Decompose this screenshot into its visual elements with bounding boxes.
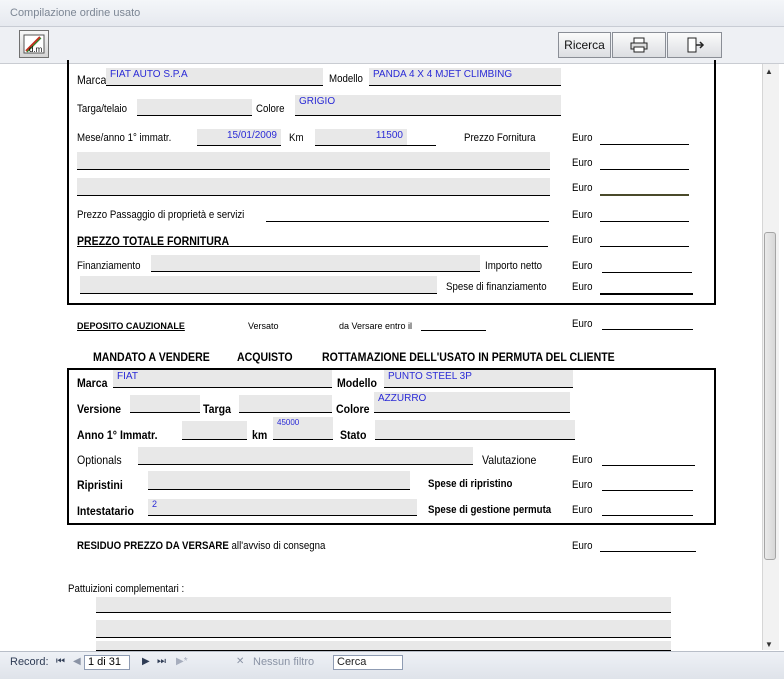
used-modello-field[interactable]: PUNTO STEEL 3P	[384, 370, 573, 388]
exit-button[interactable]	[667, 32, 722, 58]
filter-label[interactable]: Nessun filtro	[253, 656, 315, 668]
modello-label: Modello	[329, 73, 363, 85]
used-colore-label: Colore	[336, 402, 370, 416]
anno-label: Anno 1° Immatr.	[77, 428, 158, 442]
targa-label: Targa/telaio	[77, 103, 128, 115]
window-titlebar	[0, 0, 784, 27]
print-button[interactable]	[612, 32, 666, 58]
residuo-label: RESIDUO PREZZO DA VERSARE	[77, 540, 229, 552]
deposito-label: DEPOSITO CAUZIONALE	[77, 321, 185, 331]
used-marca-label: Marca	[77, 376, 108, 390]
targa-field[interactable]	[137, 99, 252, 116]
edit-form-icon[interactable]	[19, 30, 49, 58]
versione-label: Versione	[77, 402, 122, 416]
used-km-field[interactable]: 45000	[273, 417, 333, 440]
residuo-row	[77, 540, 325, 552]
marca-field[interactable]: FIAT AUTO S.P.A	[106, 68, 323, 86]
finanziamento-field[interactable]	[151, 255, 480, 272]
euro-label: Euro	[572, 318, 593, 330]
euro-totale-line[interactable]	[600, 246, 689, 247]
euro-line-1[interactable]	[600, 169, 689, 170]
window-title: Compilazione ordine usato	[10, 7, 141, 19]
spese-fin-label: Spese di finanziamento	[446, 281, 547, 293]
versione-field[interactable]	[130, 395, 200, 413]
euro-label: Euro	[572, 132, 593, 144]
pattuizioni-label: Pattuizioni complementari :	[68, 583, 185, 595]
acquisto-option[interactable]: ACQUISTO	[237, 350, 293, 364]
used-marca-field[interactable]: FIAT	[113, 370, 332, 388]
record-label: Record:	[10, 656, 49, 668]
euro-label: Euro	[572, 260, 593, 272]
svg-text:d.m: d.m	[29, 45, 43, 54]
rottamazione-option[interactable]: ROTTAMAZIONE DELL'USATO IN PERMUTA DEL CLIENTE	[322, 350, 615, 364]
euro-ripristino-line[interactable]	[602, 490, 693, 491]
euro-label: Euro	[572, 234, 593, 246]
passaggio-label: Prezzo Passaggio di proprietà e servizi	[77, 209, 245, 221]
euro-gestione-line[interactable]	[602, 515, 693, 516]
da-versare-label: da Versare entro il	[339, 321, 413, 331]
versato-label: Versato	[248, 321, 279, 331]
search-button[interactable]: Ricerca	[558, 32, 611, 58]
anno-field[interactable]	[182, 421, 247, 440]
euro-label: Euro	[572, 479, 593, 491]
used-colore-field[interactable]: AZZURRO	[374, 392, 570, 413]
euro-deposito-line[interactable]	[602, 329, 693, 330]
colore-label: Colore	[256, 103, 285, 115]
da-versare-line[interactable]	[421, 330, 486, 331]
immatr-label: Mese/anno 1° immatr.	[77, 132, 172, 144]
optionals-label: Optionals	[77, 453, 122, 467]
used-km-label: km	[252, 428, 268, 442]
euro-passaggio-line[interactable]	[600, 221, 689, 222]
euro-label: Euro	[572, 281, 593, 293]
new-record-icon[interactable]: ▶*	[176, 656, 188, 667]
euro-label: Euro	[572, 540, 593, 552]
ripristini-label: Ripristini	[77, 478, 123, 492]
residuo-suffix: all'avviso di consegna	[231, 540, 326, 552]
prev-record-icon[interactable]: ◀	[73, 656, 81, 667]
immatr-field[interactable]: 15/01/2009	[197, 129, 281, 146]
spese-gest-label: Spese di gestione permuta	[428, 504, 552, 516]
scroll-up-icon[interactable]: ▲	[765, 67, 773, 76]
scrollbar-thumb[interactable]	[764, 232, 776, 560]
euro-importo-line[interactable]	[602, 272, 692, 273]
euro-label: Euro	[572, 454, 593, 466]
km-underline	[407, 145, 436, 146]
passaggio-line	[266, 221, 549, 222]
filter-icon[interactable]: ✕	[236, 656, 245, 667]
record-number-input[interactable]: 1 di 31	[84, 655, 130, 670]
totale-label: PREZZO TOTALE FORNITURA	[77, 234, 230, 248]
intestatario-label: Intestatario	[77, 504, 134, 518]
first-record-icon[interactable]: ⏮	[56, 656, 65, 667]
used-targa-label: Targa	[203, 402, 231, 416]
printer-icon	[629, 37, 649, 53]
stato-label: Stato	[340, 428, 367, 442]
pattuizioni-line-2[interactable]	[96, 620, 671, 638]
colore-field[interactable]: GRIGIO	[295, 95, 561, 116]
intestatario-field[interactable]: 2	[148, 499, 417, 516]
mandato-option[interactable]: MANDATO A VENDERE	[93, 350, 210, 364]
exit-door-icon	[685, 37, 705, 53]
euro-fornitura-line[interactable]	[600, 144, 689, 145]
fornitura-label: Prezzo Fornitura	[464, 132, 536, 144]
ripristini-field[interactable]	[148, 471, 410, 490]
euro-valutazione-line[interactable]	[602, 465, 695, 466]
euro-label: Euro	[572, 504, 593, 516]
pattuizioni-line-1[interactable]	[96, 597, 671, 613]
marca-label: Marca	[77, 73, 107, 87]
euro-spese-fin-line[interactable]	[600, 293, 693, 295]
euro-label: Euro	[572, 209, 593, 221]
modello-field[interactable]: PANDA 4 X 4 MJET CLIMBING	[369, 68, 561, 86]
optionals-field[interactable]	[138, 447, 473, 465]
scroll-down-icon[interactable]: ▼	[765, 640, 773, 649]
euro-label: Euro	[572, 157, 593, 169]
finanziamento-extra-field[interactable]	[80, 276, 437, 294]
pattuizioni-line-3[interactable]	[96, 641, 671, 651]
last-record-icon[interactable]: ⏭	[157, 656, 166, 667]
euro-residuo-line[interactable]	[600, 551, 696, 552]
search-input[interactable]: Cerca	[333, 655, 403, 670]
used-modello-label: Modello	[337, 376, 377, 390]
used-targa-field[interactable]	[239, 395, 332, 413]
km-field[interactable]: 11500	[315, 129, 407, 146]
euro-label: Euro	[572, 182, 593, 194]
valutazione-label: Valutazione	[482, 453, 537, 467]
extra-line-2[interactable]	[77, 178, 550, 196]
finanziamento-label: Finanziamento	[77, 260, 141, 272]
importo-label: Importo netto	[485, 260, 543, 272]
next-record-icon[interactable]: ▶	[142, 656, 150, 667]
euro-line-2[interactable]	[600, 194, 689, 196]
totale-line	[226, 246, 548, 247]
extra-line-1[interactable]	[77, 152, 550, 170]
spese-rip-label: Spese di ripristino	[428, 478, 513, 490]
stato-field[interactable]	[375, 420, 575, 440]
km-label: Km	[289, 132, 304, 144]
